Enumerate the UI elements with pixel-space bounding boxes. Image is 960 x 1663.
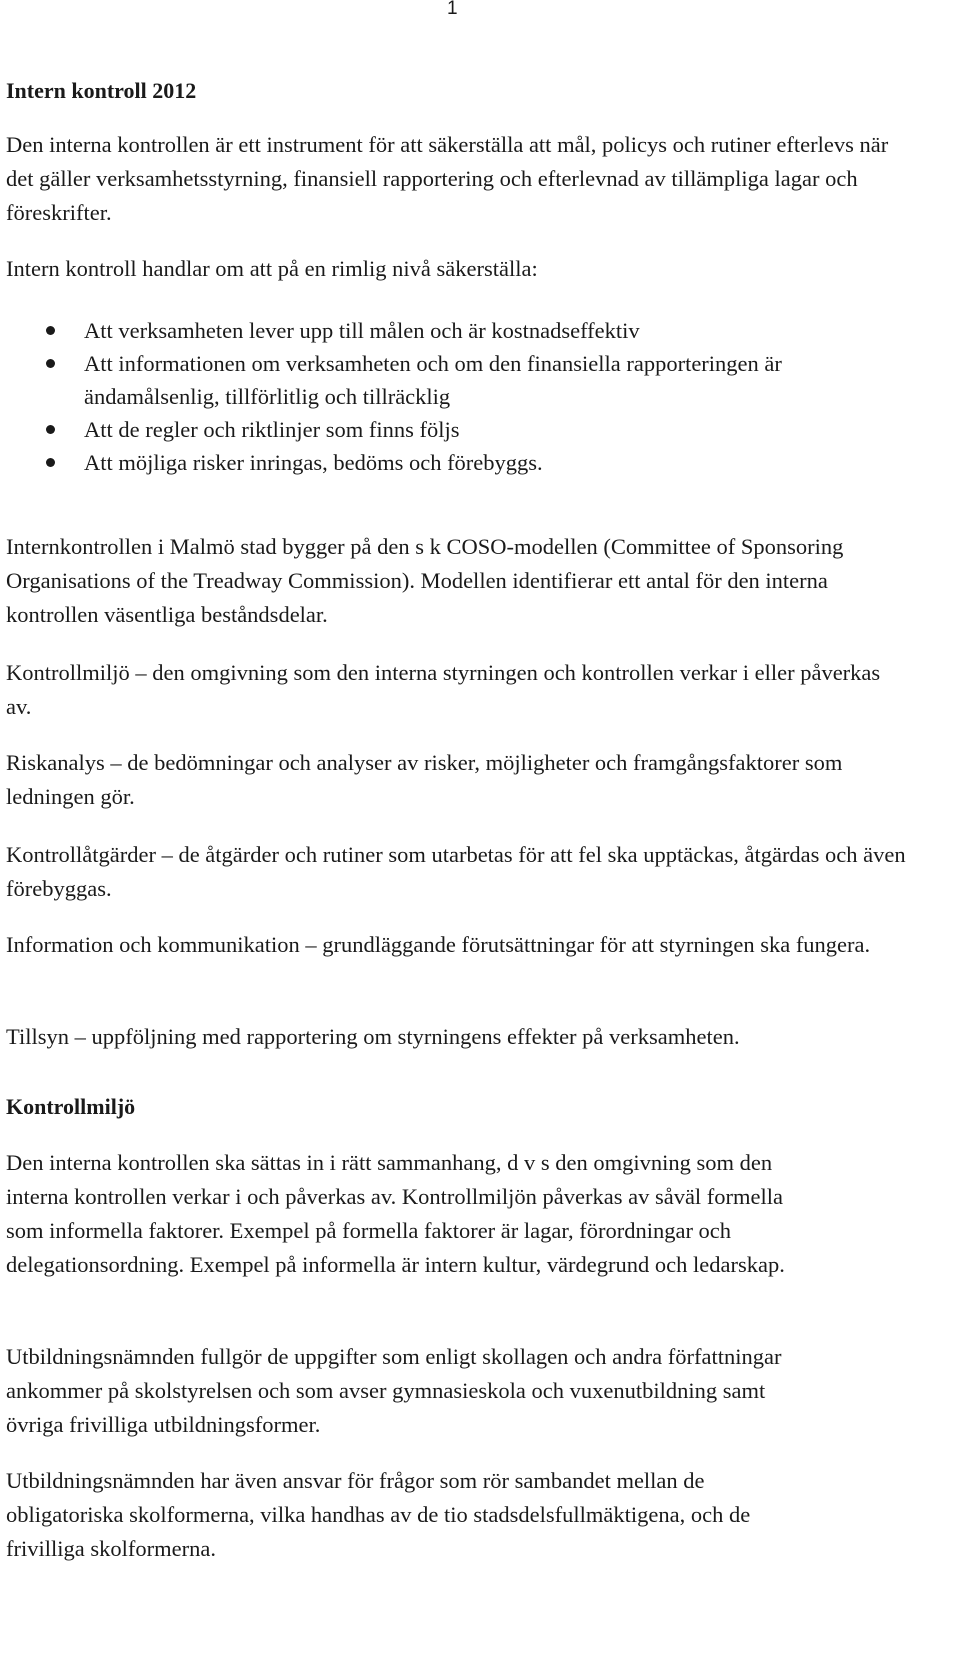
list-item: Att verksamheten lever upp till målen och är kostnadseffektiv — [6, 314, 911, 347]
section-paragraph: Utbildningsnämnden har även ansvar för frågor som rör sambandet mellan de obligatoriska skolformerna, vilka handhas av de tio stadsdelsfullmäktigena, och de frivilliga skolformerna. — [6, 1468, 751, 1561]
bullet-icon — [46, 359, 55, 368]
lead-paragraph: Intern kontroll handlar om att på en rimlig nivå säkerställa: — [6, 256, 538, 281]
section-paragraph: Den interna kontrollen ska sättas in i rätt sammanhang, d v s den omgivning som den interna kontrollen verkar i och påverkas av. Kontrollmiljön påverkas av såväl formella som informella faktorer. Exempel på formella faktorer är lagar, förordningar och delegationsordning. Exempel på informella är intern kultur, värdegrund och ledarskap. — [6, 1150, 785, 1277]
section-paragraph: Utbildningsnämnden fullgör de uppgifter som enligt skollagen och andra författningar ankommer på skolstyrelsen och som avser gymnasieskola och vuxenutbildning samt övriga frivilliga utbildningsformer. — [6, 1344, 782, 1437]
component-control-activities: Kontrollåtgärder – de åtgärder och rutiner som utarbetas för att fel ska upptäckas, åtgärdas och även förebyggas. — [6, 842, 906, 901]
section-heading: Kontrollmiljö — [6, 1094, 136, 1119]
component-control-environment: Kontrollmiljö – den omgivning som den interna styrningen och kontrollen verkar i eller påverkas av. — [6, 660, 881, 719]
list-item: Att de regler och riktlinjer som finns följs — [6, 413, 911, 446]
bullet-list — [6, 314, 911, 479]
intro-paragraph: Den interna kontrollen är ett instrument för att säkerställa att mål, policys och rutiner efterlevs när det gäller verksamhetsstyrning, finansiell rapportering och efterlevnad av tillämpliga lagar och föreskrifter. — [6, 132, 889, 225]
page-number: 1 — [447, 0, 458, 19]
bullet-icon — [46, 425, 55, 434]
bullet-icon — [46, 326, 55, 335]
list-item: Att informationen om verksamheten och om den finansiella rapporteringen är ändamålsenlig, tillförlitlig och tillräcklig — [6, 347, 911, 413]
component-monitoring: Tillsyn – uppföljning med rapportering om styrningens effekter på verksamheten. — [6, 1024, 740, 1049]
document-heading: Intern kontroll 2012 — [6, 78, 197, 103]
list-item: Att möjliga risker inringas, bedöms och förebyggs. — [6, 446, 911, 479]
bullet-icon — [46, 458, 55, 467]
coso-paragraph: Internkontrollen i Malmö stad bygger på den s k COSO-modellen (Committee of Sponsoring Organisations of the Treadway Commission). Modellen identifierar ett antal för den interna kontrollen väsentliga beståndsdelar. — [6, 534, 844, 627]
component-risk-analysis: Riskanalys – de bedömningar och analyser av risker, möjligheter och framgångsfaktorer som ledningen gör. — [6, 750, 843, 809]
component-information: Information och kommunikation – grundläggande förutsättningar för att styrningen ska fungera. — [6, 932, 871, 957]
